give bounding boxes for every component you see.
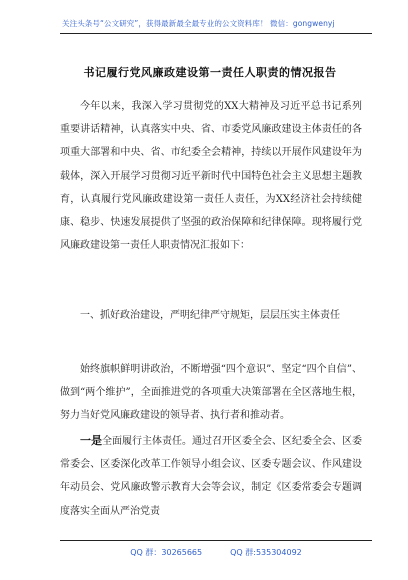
paragraph-text: 全面履行主体责任。通过召开区委全会、区纪委全会、区委常委会、区委深化改革工作领导小组会议、区委专题会议、作风建设年动员会、党风廉政警示教育大会等会议，制定《区委常委会专题调度落实全面从严治党责: [60, 436, 362, 517]
document-title: 书记履行党风廉政建设第一责任人职责的情况报告: [83, 66, 337, 79]
paragraph-intro: [60, 95, 362, 257]
header-banner: 关注头条号“公文研究”，获得最新最全最专业的公文资料库！ 微信：gongwenyj: [62, 19, 335, 28]
footer: [60, 547, 372, 558]
section-heading-1: [60, 304, 362, 327]
paragraph-responsibility: [60, 429, 362, 523]
footer-qq-group-1: QQ 群：30265665: [130, 548, 203, 557]
header-divider: [60, 33, 372, 34]
footer-divider: [60, 540, 372, 541]
paragraph-text: 今年以来，我深入学习贯彻党的XX大精神及习近平总书记系列重要讲话精神，认真落实中央、省、市委党风廉政建设主体责任的各项重大部署和中央、省、市纪委全会精神，持续以开展作风建设年为载体，深入开展学习贯彻习近平新时代中国特色社会主义思想主题教育，认真履行党风廉政建设第一责任人责任，为XX经济社会持续健康、稳步、快速发展提供了坚强的政治保障和纪律保障。现将履行党风廉政建设第一责任人职责情况汇报如下：: [60, 101, 362, 252]
paragraph-text: 一、抓好政治建设，严明纪律严守规矩，层层压实主体责任: [80, 310, 340, 321]
paragraph-politics: [60, 358, 362, 428]
paragraph-lead: 一是: [80, 434, 102, 447]
footer-qq-group-2: QQ 群:535304092: [230, 548, 302, 557]
paragraph-text: 始终旗帜鲜明讲政治，不断增强“四个意识”、坚定“四个自信”、做到“两个维护”，全面推进党的各项重大决策部署在全区落地生根，努力当好党风廉政建设的领导者、执行者和推动者。: [60, 364, 362, 422]
